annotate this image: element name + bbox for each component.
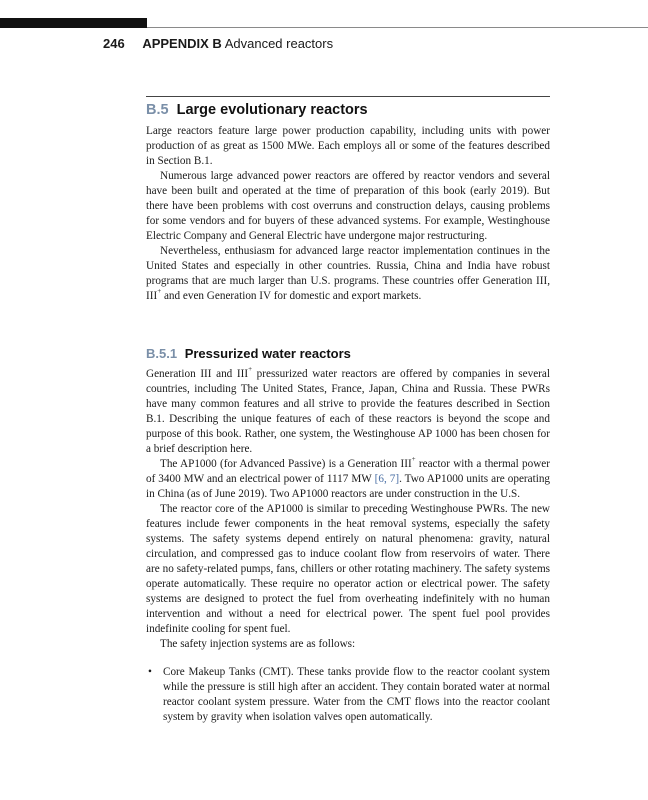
paragraph-text: reactor with a thermal power of 3400 MW and an electrical power of 1117 MW [146, 458, 550, 485]
running-head [103, 36, 333, 51]
section-number: B.5 [146, 102, 169, 118]
bullet-list [146, 665, 550, 725]
appendix-title: Advanced reactors [224, 36, 334, 51]
paragraph: The safety injection systems are as follows: [160, 638, 356, 650]
appendix-label: APPENDIX B [142, 36, 222, 51]
paragraph: Large reactors feature large power production capability, including units with power production of as great as 1500 MWe. Each employs all or some of the features described in Section B.1. [146, 125, 550, 167]
superscript: + [248, 365, 253, 374]
header-rule [147, 27, 648, 28]
list-item-text: Core Makeup Tanks (CMT). These tanks provide flow to the reactor coolant system while the pressure is still high after an accident. They contain borated water at normal reactor coolant system pressure. Water from the CMT flows into the reactor coolant system by gravity when isolation valves open automatically. [163, 666, 550, 723]
section-divider [146, 96, 550, 97]
superscript: + [411, 455, 416, 464]
section-title: Large evolutionary reactors [176, 102, 368, 118]
subsection-title: Pressurized water reactors [184, 346, 351, 361]
paragraph-text: Generation III and III [146, 368, 249, 380]
paragraph: The reactor core of the AP1000 is similar to preceding Westinghouse PWRs. The new features include fewer components in the heat removal systems, especially the safety systems. The safety systems depend entirely on natural phenomena: gravity, natural circulation, and compressed gas to induce coolant flow from reservoirs of water. There are no safety-related pumps, fans, chillers or other rotating machinery. The safety systems operate automatically. These require no operator action or electrical power. The safety systems are designed to protect the fuel from overheating indefinitely with no human intervention and without a need for electrical power. The spent fuel pool provides indefinite cooling for spent fuel. [146, 503, 550, 635]
section-body [146, 124, 550, 304]
paragraph [146, 244, 550, 304]
subsection-number: B.5.1 [146, 346, 178, 361]
subsection-heading [146, 346, 351, 361]
paragraph-text: . Two AP1000 units are operating in China (as of June 2019). Two AP1000 reactors are under construction in the U.S. [146, 473, 551, 500]
header-bar [0, 18, 147, 28]
paragraph-text: and even Generation IV for domestic and export markets. [161, 290, 422, 302]
list-item [146, 665, 550, 725]
paragraph [146, 457, 550, 502]
page-number: 246 [103, 36, 125, 51]
paragraph-text: Nevertheless, enthusiasm for advanced large reactor implementation continues in the United States and especially in other countries. Russia, China and India have robust programs that are much larger than U.S. programs. These countries offer Generation III, III [146, 245, 550, 302]
section-heading [146, 102, 368, 118]
superscript: + [157, 287, 162, 296]
paragraph [146, 367, 550, 457]
paragraph: Numerous large advanced power reactors are offered by reactor vendors and several have been built and operated at the time of preparation of this book (early 2019). But there have been problems with cost overruns and construction delays, causing problems for some vendors and for buyers of these advanced systems. For example, Westinghouse Electric Company and General Electric have undergone major restructuring. [146, 170, 550, 242]
citation-link[interactable]: [6, 7] [374, 473, 400, 485]
paragraph-text: The AP1000 (for Advanced Passive) is a Generation III [160, 458, 412, 470]
paragraph-text: pressurized water reactors are offered by companies in several countries, including The United States, France, Japan, China and Russia. These PWRs have many common features and all strive to provide the features described in Section B.1. Describing the unique features of each of these reactors is beyond the scope and purpose of this book. Rather, one system, the Westinghouse AP 1000 has been chosen for a brief description here. [146, 368, 550, 455]
bullet-icon: • [148, 666, 152, 678]
subsection-body [146, 367, 550, 725]
